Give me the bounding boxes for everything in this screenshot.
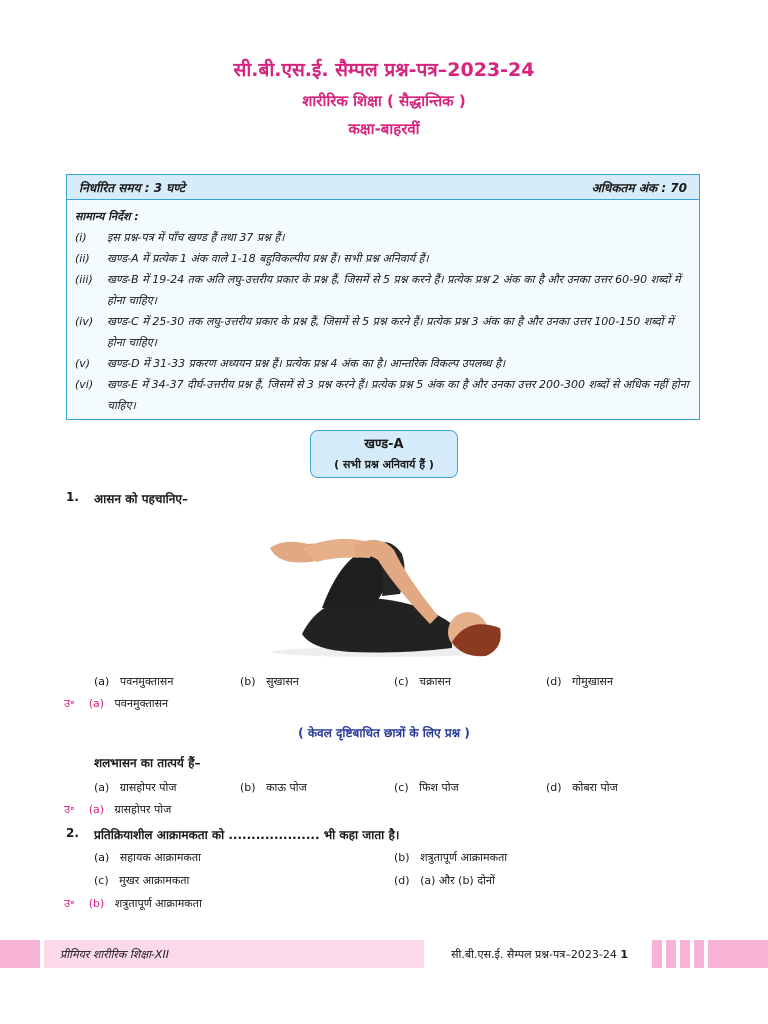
instruction-item: (vi) खण्ड-E में 34-37 दीर्घ-उत्तरीय प्रश्न हैं, जिसमें से 3 प्रश्न करने हैं। प्रत्येक प्रश्न 5 अंक का है और उनका उत्तर 200-300 शब्दों से अधिक नहीं होना चाहिए। bbox=[75, 378, 689, 412]
instruction-item: (iv) खण्ड-C में 25-30 तक लघु-उत्तरीय प्रकार के प्रश्न हैं, जिसमें से 5 प्रश्न करने हैं। प्रत्येक प्रश्न 3 अंक का है और उनका उत्तर 100-150 शब्दों में होना चाहिए। bbox=[75, 315, 674, 349]
instruction-item: (ii) खण्ड-A में प्रत्येक 1 अंक वाले 1-18 बहुविकल्पीय प्रश्न हैं। सभी प्रश्न अनिवार्य हैं। bbox=[75, 252, 429, 265]
yoga-pose-figure bbox=[262, 524, 506, 658]
option-b[interactable]: (b) काऊ पोज bbox=[240, 781, 307, 794]
footer-paper-title: सी.बी.एस.ई. सैम्पल प्रश्न-पत्र–2023-24 1 bbox=[451, 948, 628, 961]
q1-alt-options bbox=[94, 780, 654, 796]
instructions-box bbox=[66, 174, 700, 420]
q2-options-row1 bbox=[94, 850, 654, 866]
visually-impaired-note: ( केवल दृष्टिबाधित छात्रों के लिए प्रश्न ) bbox=[298, 726, 470, 740]
paper-title: सी.बी.एस.ई. सैम्पल प्रश्न-पत्र–2023-24 bbox=[233, 59, 535, 81]
instruction-item: (i) इस प्रश्न-पत्र में पाँच खण्ड हैं तथा 37 प्रश्न हैं। bbox=[75, 231, 285, 244]
option-a[interactable]: (a) ग्रासहोपर पोज bbox=[94, 781, 177, 794]
answer-mark: उ॰ bbox=[64, 897, 75, 910]
q2-options-row2 bbox=[94, 873, 654, 889]
question-number: 1. bbox=[66, 490, 79, 504]
option-d[interactable]: (d) गोमुखासन bbox=[546, 675, 614, 688]
page-header bbox=[0, 52, 768, 144]
answer-mark: उ॰ bbox=[64, 803, 75, 816]
q1-answer: उ॰ (a) पवनमुक्तासन bbox=[64, 697, 169, 710]
question-number: 2. bbox=[66, 826, 79, 840]
page-footer bbox=[0, 940, 768, 968]
option-a[interactable]: (a) सहायक आक्रामकता bbox=[94, 851, 201, 864]
page-number: 1 bbox=[620, 948, 628, 961]
option-b[interactable]: (b) सुखासन bbox=[240, 675, 299, 688]
footer-book-title: प्रीमियर शारीरिक शिक्षा-XII bbox=[60, 948, 169, 961]
section-a-box bbox=[310, 430, 458, 478]
max-marks: अधिकतम अंक : 70 bbox=[591, 180, 687, 195]
q1-options bbox=[94, 674, 654, 690]
instruction-item: (iii) खण्ड-B में 19-24 तक अति लघु-उत्तरीय प्रकार के प्रश्न हैं, जिसमें से 5 प्रश्न करने हैं। प्रत्येक प्रश्न 2 अंक का है और उनका उत्तर 60-90 शब्दों में होना चाहिए। bbox=[75, 273, 681, 307]
instruction-item: (v) खण्ड-D में 31-33 प्रकरण अध्ययन प्रश्न हैं। प्रत्येक प्रश्न 4 अंक का है। आन्तरिक विकल्प उपलब्ध है। bbox=[75, 357, 506, 370]
section-name: खण्ड-A bbox=[364, 437, 404, 452]
option-c[interactable]: (c) मुखर आक्रामकता bbox=[94, 874, 190, 887]
option-b[interactable]: (b) शत्रुतापूर्ण आक्रामकता bbox=[394, 851, 508, 864]
q1-alt-answer: उ॰ (a) ग्रासहोपर पोज bbox=[64, 803, 172, 816]
class-label: कक्षा-बाहरवीं bbox=[348, 120, 420, 138]
option-d[interactable]: (d) (a) और (b) दोनों bbox=[394, 874, 495, 887]
instructions-header bbox=[67, 175, 699, 200]
time-allowed: निर्धारित समय : 3 घण्टे bbox=[79, 180, 185, 195]
paper-subtitle: शारीरिक शिक्षा ( सैद्धान्तिक ) bbox=[302, 92, 466, 110]
question-text: प्रतिक्रियाशील आक्रामकता को .................... भी कहा जाता है। bbox=[94, 828, 400, 842]
section-note: ( सभी प्रश्न अनिवार्य हैं ) bbox=[334, 458, 434, 471]
question-text: आसन को पहचानिए– bbox=[94, 492, 189, 506]
general-instructions-label: सामान्य निर्देश : bbox=[75, 210, 139, 223]
option-c[interactable]: (c) फिश पोज bbox=[394, 781, 459, 794]
instructions-body bbox=[67, 200, 699, 416]
q2-answer: उ॰ (b) शत्रुतापूर्ण आक्रामकता bbox=[64, 897, 202, 910]
option-d[interactable]: (d) कोबरा पोज bbox=[546, 781, 618, 794]
answer-mark: उ॰ bbox=[64, 697, 75, 710]
question-text: शलभासन का तात्पर्य हैं– bbox=[94, 756, 201, 770]
option-c[interactable]: (c) चक्रासन bbox=[394, 675, 451, 688]
option-a[interactable]: (a) पवनमुक्तासन bbox=[94, 675, 174, 688]
